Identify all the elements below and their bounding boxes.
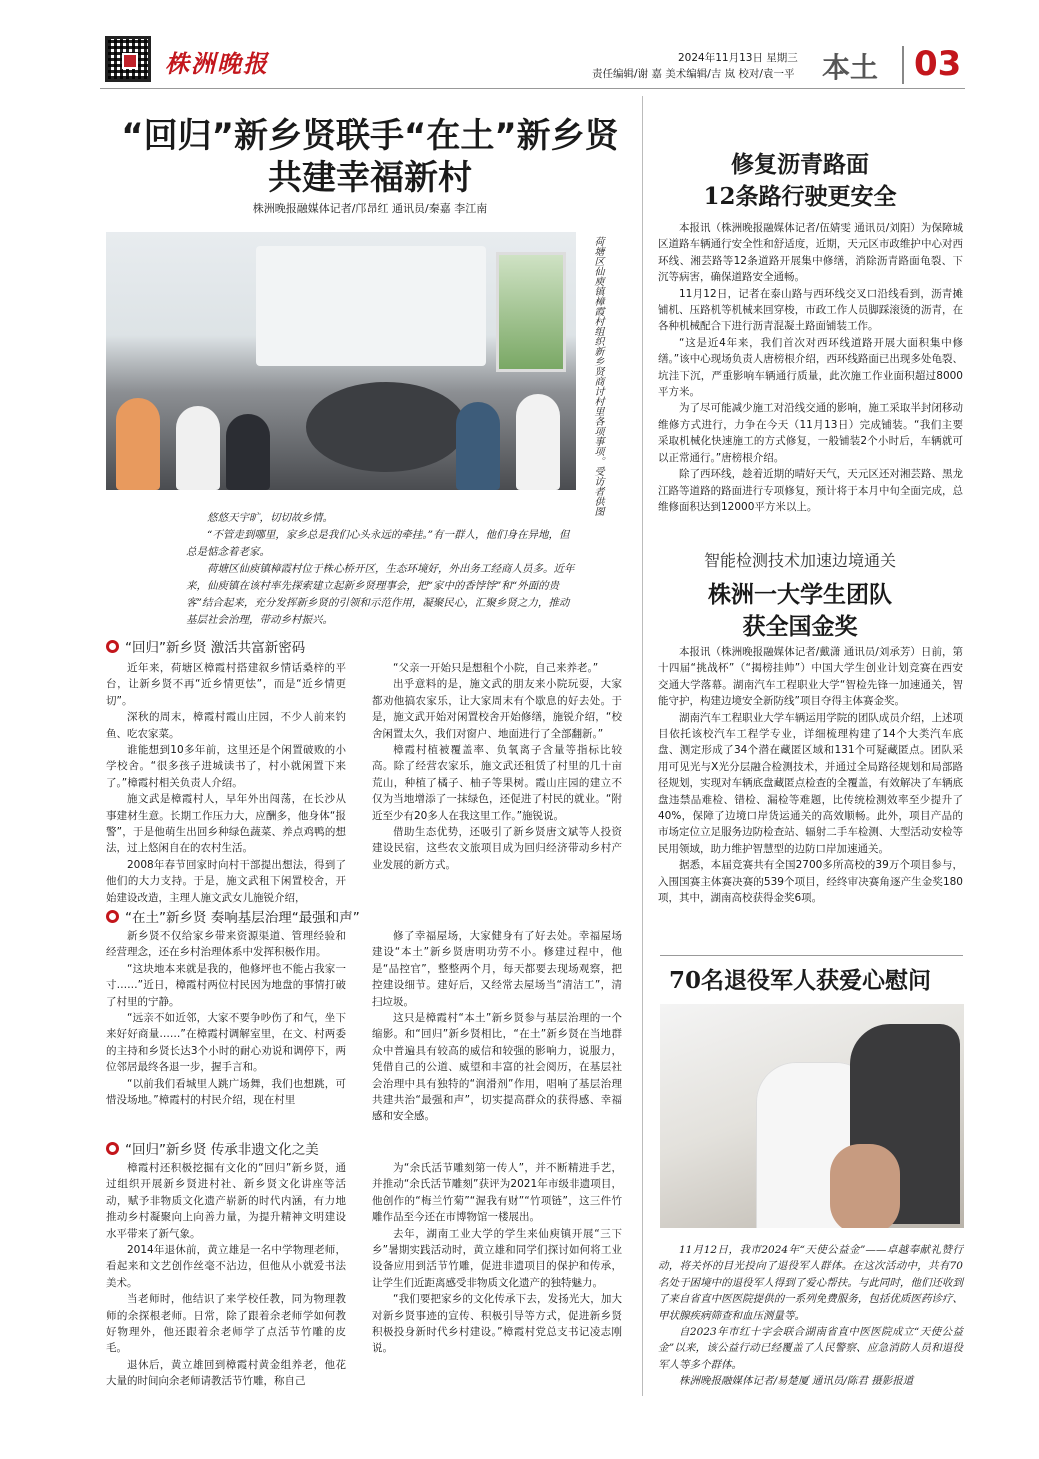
body-paragraph: 2014年退休前，黄立雄是一名中学物理老师，看起来和文艺创作丝毫不沾边，但他从小就爱书法美术。 — [106, 1244, 346, 1289]
body-paragraph: 这只是樟霞村“本土”新乡贤参与基层治理的一个缩影。和“回归”新乡贤相比，“在土”新乡贤在当地群众中普遍具有较高的威信和较强的影响力，说服力，凭借自己的公道、威望和丰富的社会阅历，在基层社会治理中具有独特的“润滑剂”作用，唱响了基层治理共建共治“最强和声”，切实提高群众的获得感、幸福感和安全感。 — [372, 1012, 622, 1123]
column-divider — [642, 96, 643, 1396]
body-paragraph: 除了西环线，趁着近期的晴好天气，天元区还对湘芸路、黑龙江路等道路的路面进行专项修复，预计将于本月中旬全面完成，总维修面积达到12000平方米以上。 — [658, 468, 963, 513]
qr-code — [105, 36, 151, 82]
intro-paragraph: 荷塘区仙庾镇樟霞村位于株心桥开区，生态环境好，外出务工经商人员多。近年来，仙庾镇在该村率先探索建立起新乡贤理事会，把“家中的香饽饽”和“外面的贵客”结合起来，充分发挥新乡贤的引领和示范作用，凝聚民心，汇聚乡贤之力，推动基层社会治理，带动乡村振兴。 — [186, 563, 575, 626]
body-paragraph: 施文武是樟霞村人，早年外出闯荡，在长沙从事建材生意。长期工作压力大，应酬多，他身体“报警”，于是他萌生出回乡种绿色蔬菜、养点鸡鸭的想法，过上悠闲自在的农村生活。 — [106, 793, 346, 855]
body-paragraph: 当老师时，他结识了来学校任教，同为物理教师的余探根老师。日常，除了跟着余老师学如何教好物理外，他还跟着余老师学了点活节竹雕的皮毛。 — [106, 1293, 346, 1355]
body-paragraph: 为“余氏活节雕刻第一传人”，并不断精进手艺，并推动“余氏活节雕刻”获评为2021年市级非遗项目，他创作的“梅兰竹菊”“渥我有财”“竹项链”，这三件竹雕作品至今还在市博物馆一楼展出。 — [372, 1162, 622, 1224]
body-paragraph: 谁能想到10多年前，这里还是个闲置破败的小学校舍。“很多孩子进城读书了，村小就闲置下来了。”樟霞村相关负责人介绍。 — [106, 744, 346, 789]
body-paragraph: 修了幸福屋场，大家健身有了好去处。幸福屋场建设“本土”新乡贤唐明功劳不小。修建过程中，他是“品控官”，整整两个月，每天都要去现场观察，把控建设细节。建好后，又经常去屋场当“清洁工”，清扫垃圾。 — [372, 930, 622, 1008]
photo-person — [116, 398, 160, 490]
body-paragraph: 樟霞村植被覆盖率、负氧离子含量等指标比较高。除了经营农家乐，施文武还租赁了村里的几十亩荒山，种植了橘子、柚子等果树。霞山庄园的建立不仅为当地增添了一抹绿色，还促进了村民的就业。“附近至少有20多人在我这里工作。”施锐说。 — [372, 744, 622, 822]
intro-paragraph: 悠悠天宇旷，切切故乡情。 — [207, 512, 333, 524]
story-1-title-line-2: 12条路行驶更安全 — [703, 183, 897, 210]
section-name: 本土 — [822, 51, 879, 84]
story-3-body — [658, 1242, 963, 1390]
body-paragraph: “父亲一开始只是想租个小院，自己来养老。” — [393, 662, 599, 674]
section-2-column-left — [106, 928, 346, 1108]
bullet-circle-icon — [106, 640, 119, 653]
headline-line-2: 共建幸福新村 — [268, 158, 472, 198]
body-paragraph: “这是近4年来，我们首次对西环线道路开展大面积集中修缮。”该中心现场负责人唐榜根介绍，西环线路面已出现多处龟裂、坑洼下沉，严重影响车辆通行质量，此次施工作业面积超过8000平方米。 — [658, 336, 963, 399]
body-paragraph: 本报讯（株洲晚报融媒体记者/伍婧雯 通讯员/刘阳）为保障城区道路车辆通行安全性和舒适度，近期，天元区市政维护中心对西环线、湘芸路等12条道路开展集中修缮，消除沥青路面龟裂、下沉等病害，确保道路安全通畅。 — [658, 222, 963, 284]
body-paragraph: 樟霞村还积极挖掘有文化的“回归”新乡贤，通过组织开展新乡贤进村社、新乡贤文化讲座等活动，赋予非物质文化遗产崭新的时代内涵，有力地推动乡村凝聚向上向善力量，为提升精神文明建设水平带来了新气象。 — [106, 1162, 346, 1240]
intro-paragraph: “不管走到哪里，家乡总是我们心头永远的牵挂。”有一群人，他们身在异地，但总是惦念着老家。 — [186, 529, 570, 558]
body-paragraph: 湖南汽车工程职业大学车辆运用学院的团队成员介绍，上述项目依托该校汽车工程学专业，详细梳理构建了14个大类汽车底盘、测定形成了34个潜在藏匿区域和131个可疑藏匿点。团队采用可见光与X光分层融合检测技术，并通过全局路径规划和局部路径规划，实现对车辆底盘藏匿点检查的全覆盖，有效解决了车辆底盘违禁品难检、错检、漏检等难题，比传统检测效率至少提升了40%，保障了边境口岸货运通关的高效顺畅。此外，项目产品的市场定位立足服务边防检查站、辐射二手车检测、大型活动安检等民用领域，助力维护智慧型的边防口岸加速通关。 — [658, 711, 963, 855]
story-1-body — [658, 220, 963, 515]
photo-window — [496, 252, 566, 372]
story-1-title-line-1: 修复沥青路面 — [731, 151, 869, 178]
article-byline: 株洲晚报融媒体记者/邝昂红 通讯员/秦嘉 李江南 — [252, 202, 488, 215]
body-paragraph: 自2023年市红十字会联合湖南省直中医医院成立“天使公益金”以来，该公益行动已经覆盖了人民警察、应急消防人员和退役军人等多个群体。 — [658, 1326, 963, 1371]
section-title: “回归”新乡贤 传承非遗文化之美 — [125, 1142, 319, 1158]
story-2-title-line-2: 获全国金奖 — [742, 613, 858, 640]
photo-person — [226, 414, 270, 490]
section-title: “回归”新乡贤 激活共富新密码 — [125, 640, 306, 656]
story-2-body — [658, 644, 963, 907]
page-number: 03 — [914, 44, 962, 84]
body-paragraph: 近年来，荷塘区樟霞村搭建叙乡情话桑梓的平台，让新乡贤不再“近乡情更怯”，而是“近乡情更切”。 — [106, 662, 346, 707]
section-heading — [106, 636, 305, 656]
body-paragraph: 据悉，本届竞赛共有全国2700多所高校的39万个项目参与，入围国赛主体赛决赛的539个项目，经终审决赛角逐产生金奖180项，其中，湖南高校获得金奖6项。 — [658, 859, 963, 905]
photo-person — [456, 402, 500, 490]
headline-line-1: “回归”新乡贤联手“在土”新乡贤 — [121, 116, 619, 156]
body-paragraph: 出乎意料的是，施文武的朋友来小院玩耍，大家都劝他搞农家乐，让大家周末有个歇息的好去处。于是，施文武开始对闲置校舍开始修缮，施锐介绍，“校舍闲置太久，我们对窗户、地面进行了全部翻新。” — [372, 678, 622, 740]
veteran-care-photo — [660, 1004, 964, 1228]
section-2-column-right — [372, 928, 622, 1125]
article-intro — [186, 510, 576, 629]
section-separator — [902, 46, 904, 84]
body-paragraph: 退休后，黄立雄回到樟霞村黄金组养老，他花大量的时间向余老师请教活节竹雕，称自己 — [106, 1358, 346, 1388]
story-2-title-line-1: 株洲一大学生团队 — [708, 581, 892, 608]
body-paragraph: “这块地本来就是我的，他修坪也不能占我家一寸……”近日，樟霞村两位村民因为地盘的事情打破了村里的宁静。 — [106, 962, 346, 1008]
masthead-logo: 株洲晚报 — [165, 49, 269, 78]
body-paragraph: 为了尽可能减少施工对沿线交通的影响，施工采取半封闭移动维修方式进行，力争在今天（11月13日）完成铺装。“我们主要采取机械化快速施工的方式修复，一般铺装2个小时后，车辆就可以正常通行。”唐榜根介绍。 — [658, 402, 963, 464]
section-heading — [106, 1138, 319, 1158]
header-rule — [100, 88, 965, 89]
photo-wall-display — [256, 246, 486, 366]
body-paragraph: 11月12日，记者在泰山路与西环线交叉口沿线看到，沥青摊铺机、压路机等机械来回穿梭，市政工作人员脚踩滚烫的沥青，在各种机械配合下进行沥青混凝土路面铺装工作。 — [658, 287, 963, 333]
section-heading — [106, 906, 360, 926]
section-3-column-left — [106, 1160, 346, 1390]
body-paragraph: 本报讯（株洲晚报融媒体记者/戴潇 通讯员/刘承芳）日前，第十四届“挑战杯”（“揭榜挂帅”）中国大学生创业计划竞赛在西安交通大学落幕。湖南汽车工程职业大学“智检先锋一加速通关，智能守护，构建边境安全新防线”项目夺得主体赛金奖。 — [658, 646, 963, 708]
photo-person — [516, 394, 560, 490]
photo-table — [306, 382, 466, 472]
bullet-circle-icon — [106, 910, 119, 923]
body-paragraph: 11月12日，我市2024年“天使公益金”——卓越奉献礼赞行动，将关怀的目光投向了退役军人群体。在这次活动中，共有70名处于困境中的退役军人得到了爱心帮扶。与此同时，他们还收到了来自省直中医医院提供的一系列免费服务，包括优质医药诊疗、甲状腺疾病筛查和血压测量等。 — [658, 1244, 963, 1322]
body-paragraph: 2008年春节回家时向村干部提出想法，得到了他们的大力支持。于是，施文武租下闲置校舍，开始建设改造，主理人施文武女儿施锐介绍， — [106, 858, 346, 904]
meeting-photo — [106, 232, 576, 490]
body-paragraph: “远亲不如近邻，大家不要争吵伤了和气，坐下来好好商量……”在樟霞村调解室里，在文、村两委的主持和乡贤长达3个小时的耐心劝说和调停下，两位邻居最终各退一步，握手言和。 — [106, 1012, 346, 1074]
photo-person — [176, 406, 220, 490]
bullet-circle-icon — [106, 1142, 119, 1155]
body-paragraph: “我们要把家乡的文化传承下去，发扬光大，加大对新乡贤事迹的宣传、积极引导等方式，促进新乡贤积极投身新时代乡村建设。”樟霞村党总支书记凌志刚说。 — [372, 1293, 622, 1355]
section-1-column-right — [372, 660, 622, 873]
story-3-title: 70名退役军人获爱心慰问 — [668, 967, 931, 994]
body-paragraph: “以前我们看城里人跳广场舞，我们也想跳，可惜没场地。”樟霞村的村民介绍，现在村里 — [106, 1077, 346, 1107]
body-paragraph: 借助生态优势，还吸引了新乡贤唐文斌等人投资建设民宿，这些农文旅项目成为回归经济带动乡村产业发展的新方式。 — [372, 826, 622, 871]
editor-credits: 责任编辑/谢 嘉 美术编辑/吉 岚 校对/袁一平 — [592, 68, 795, 80]
section-title: “在土”新乡贤 奏响基层治理“最强和声” — [125, 910, 360, 926]
photo-credit: 株洲晚报融媒体记者/易楚厦 通讯员/陈君 摄影报道 — [679, 1375, 914, 1388]
body-paragraph: 深秋的周末，樟霞村霞山庄园，不少人前来钓鱼、吃农家菜。 — [106, 711, 346, 740]
story-divider — [660, 955, 963, 956]
section-3-column-right — [372, 1160, 622, 1357]
body-paragraph: 新乡贤不仅给家乡带来资源渠道、管理经验和经营理念，还在乡村治理体系中发挥积极作用。 — [106, 930, 346, 959]
body-paragraph: 去年，湖南工业大学的学生来仙庾镇开展“三下乡”暑期实践活动时，黄立雄和同学们探讨如何将工业设备应用到活节竹雕，促进非遗项目的保护和传承，让学生们近距离感受非物质文化遗产的独特魅力。 — [372, 1227, 622, 1289]
photo-knee — [830, 1144, 900, 1228]
story-2-kicker: 智能检测技术加速边境通关 — [703, 551, 896, 570]
issue-date: 2024年11月13日 星期三 — [678, 52, 798, 64]
section-1-column-left — [106, 660, 346, 906]
photo-caption: 荷塘区仙庾镇樟霞村组织新乡贤商讨村里各项事项。受访者供图 — [592, 236, 603, 516]
